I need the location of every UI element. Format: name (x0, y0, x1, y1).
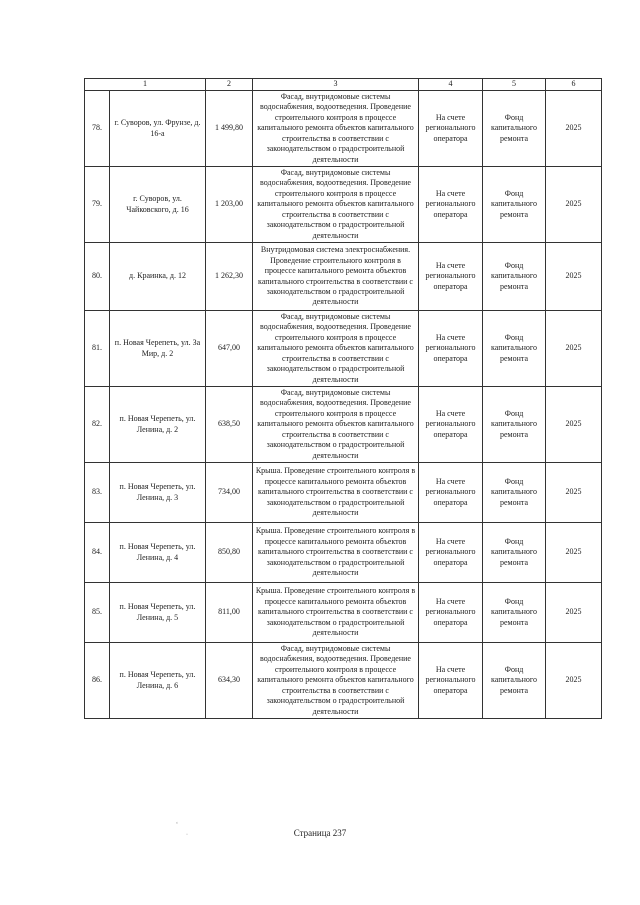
year-cell: 2025 (546, 91, 602, 167)
area-cell: 811,00 (206, 583, 253, 643)
year-cell: 2025 (546, 523, 602, 583)
account-cell: На счете регионального оператора (419, 387, 483, 463)
address-cell: д. Краинка, д. 12 (110, 243, 206, 311)
address-cell: п. Новая Черепеть, ул. За Мир, д. 2 (110, 311, 206, 387)
row-number: 81. (85, 311, 110, 387)
row-number: 86. (85, 643, 110, 719)
source-cell: Фонд капитального ремонта (483, 243, 546, 311)
area-cell: 634,30 (206, 643, 253, 719)
source-cell: Фонд капитального ремонта (483, 583, 546, 643)
address-cell: п. Новая Черепеть, ул. Ленина, д. 2 (110, 387, 206, 463)
header-row (85, 79, 602, 91)
col-header-6: 6 (546, 79, 602, 91)
table-row (85, 583, 602, 643)
works-cell: Фасад, внутридомовые системы водоснабжения, водоотведения. Проведение строительного контроля в процессе капитального ремонта объектов капитального строительства в соответствии с законодательством о градостроительной деятельности (253, 643, 419, 719)
page-footer: Страница 237 (293, 828, 347, 838)
works-cell: Фасад, внутридомовые системы водоснабжения, водоотведения. Проведение строительного контроля в процессе капитального ремонта объектов капитального строительства в соответствии с законодательством о градостроительной деятельности (253, 311, 419, 387)
address-cell: п. Новая Черепеть, ул. Ленина, д. 5 (110, 583, 206, 643)
year-cell: 2025 (546, 167, 602, 243)
area-cell: 638,50 (206, 387, 253, 463)
address-cell: г. Суворов, ул. Фрунзе, д. 16-а (110, 91, 206, 167)
year-cell: 2025 (546, 583, 602, 643)
works-cell: Фасад, внутридомовые системы водоснабжения, водоотведения. Проведение строительного контроля в процессе капитального ремонта объектов капитального строительства в соответствии с законодательством о градостроительной деятельности (253, 387, 419, 463)
source-cell: Фонд капитального ремонта (483, 91, 546, 167)
works-cell: Крыша. Проведение строительного контроля в процессе капитального ремонта объектов капитального строительства в соответствии с законодательством о градостроительной деятельности (253, 523, 419, 583)
account-cell: На счете регионального оператора (419, 523, 483, 583)
address-cell: п. Новая Черепеть, ул. Ленина, д. 6 (110, 643, 206, 719)
row-number: 78. (85, 91, 110, 167)
col-header-1: 1 (85, 79, 206, 91)
account-cell: На счете регионального оператора (419, 311, 483, 387)
source-cell: Фонд капитального ремонта (483, 387, 546, 463)
table-row (85, 387, 602, 463)
table-row (85, 243, 602, 311)
row-number: 84. (85, 523, 110, 583)
source-cell: Фонд капитального ремонта (483, 523, 546, 583)
table-row (85, 311, 602, 387)
account-cell: На счете регионального оператора (419, 167, 483, 243)
account-cell: На счете регионального оператора (419, 91, 483, 167)
row-number: 80. (85, 243, 110, 311)
scan-speck: · (186, 832, 188, 838)
area-cell: 1 203,00 (206, 167, 253, 243)
source-cell: Фонд капитального ремонта (483, 463, 546, 523)
works-cell: Крыша. Проведение строительного контроля в процессе капитального ремонта объектов капитального строительства в соответствии с законодательством о градостроительной деятельности (253, 583, 419, 643)
account-cell: На счете регионального оператора (419, 643, 483, 719)
address-cell: г. Суворов, ул. Чайковского, д. 16 (110, 167, 206, 243)
year-cell: 2025 (546, 311, 602, 387)
source-cell: Фонд капитального ремонта (483, 643, 546, 719)
area-cell: 1 499,80 (206, 91, 253, 167)
repair-program-table (84, 78, 602, 719)
area-cell: 734,00 (206, 463, 253, 523)
table-row (85, 91, 602, 167)
col-header-3: 3 (253, 79, 419, 91)
year-cell: 2025 (546, 463, 602, 523)
works-cell: Крыша. Проведение строительного контроля в процессе капитального ремонта объектов капитального строительства в соответствии с законодательством о градостроительной деятельности (253, 463, 419, 523)
row-number: 82. (85, 387, 110, 463)
source-cell: Фонд капитального ремонта (483, 167, 546, 243)
year-cell: 2025 (546, 243, 602, 311)
row-number: 83. (85, 463, 110, 523)
account-cell: На счете регионального оператора (419, 243, 483, 311)
row-number: 79. (85, 167, 110, 243)
table-row (85, 523, 602, 583)
address-cell: п. Новая Черепеть, ул. Ленина, д. 3 (110, 463, 206, 523)
area-cell: 1 262,30 (206, 243, 253, 311)
col-header-2: 2 (206, 79, 253, 91)
year-cell: 2025 (546, 387, 602, 463)
scan-speck: ‘ (176, 822, 178, 828)
account-cell: На счете регионального оператора (419, 463, 483, 523)
col-header-4: 4 (419, 79, 483, 91)
area-cell: 850,80 (206, 523, 253, 583)
table-row (85, 167, 602, 243)
table-row (85, 643, 602, 719)
works-cell: Внутридомовая система электроснабжения. Проведение строительного контроля в процессе капитального ремонта объектов капитального строительства в соответствии с законодательством о градостроительной деятельности (253, 243, 419, 311)
col-header-5: 5 (483, 79, 546, 91)
table-row (85, 463, 602, 523)
year-cell: 2025 (546, 643, 602, 719)
works-cell: Фасад, внутридомовые системы водоснабжения, водоотведения. Проведение строительного контроля в процессе капитального ремонта объектов капитального строительства в соответствии с законодательством о градостроительной деятельности (253, 167, 419, 243)
source-cell: Фонд капитального ремонта (483, 311, 546, 387)
area-cell: 647,00 (206, 311, 253, 387)
works-cell: Фасад, внутридомовые системы водоснабжения, водоотведения. Проведение строительного контроля в процессе капитального ремонта объектов капитального строительства в соответствии с законодательством о градостроительной деятельности (253, 91, 419, 167)
account-cell: На счете регионального оператора (419, 583, 483, 643)
row-number: 85. (85, 583, 110, 643)
address-cell: п. Новая Черепеть, ул. Ленина, д. 4 (110, 523, 206, 583)
